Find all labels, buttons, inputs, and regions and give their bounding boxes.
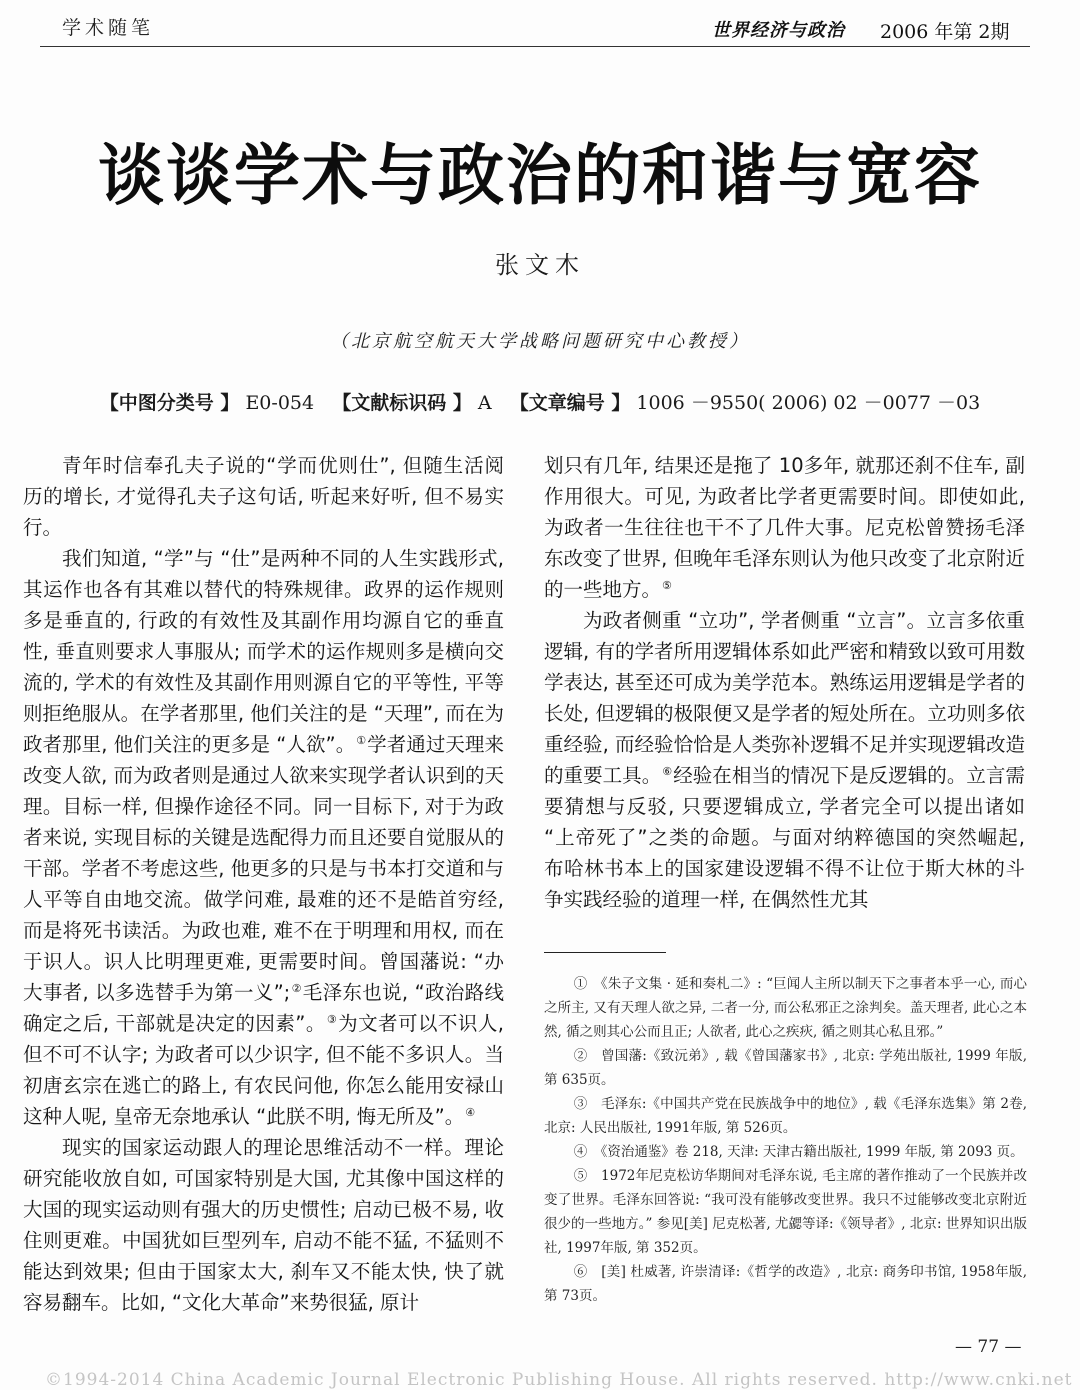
body-text: 毛泽东也说, “政治路线确定之后, 干部就是决定的因素”。 [23, 981, 504, 1035]
body-text: 为文者可以不识人, 但不可不认字; 为政者可以少识字, 但不能不多识人。当初唐玄宗在逃亡的路上, 有农民问他, 你怎么能用安禄山这种人呢, 皇帝无奈地承认 “此朕不明, 悔无所及”。 [23, 1012, 504, 1128]
section-label: 学术随笔 [62, 17, 155, 39]
issue-label: 2006 年第 2期 [880, 21, 1010, 43]
author-affiliation: （北京航空航天大学战略问题研究中心教授） [330, 331, 750, 352]
footnote: ① 《朱子文集 · 延和奏札二》: “巨闻人主所以制天下之事者本乎一心, 而心之所主, 又有天理人欲之异, 二者一分, 而公私邪正之涂判矣。盖天理者, 此心之本然, 循之则其心公而且正; 人欲者, 此心之疾疢, 循之则其心私且邪。” [544, 976, 1027, 1040]
clc-value: E0-054 [245, 392, 315, 414]
doc-code-label: 【文献标识码 】 [332, 392, 472, 414]
body-paragraph: 现实的国家运动跟人的理论思维活动不一样。理论研究能收放自如, 可国家特别是大国, 尤其像中国这样的大国的现实运动则有强大的历史惯性; 启动已极不易, 收住则更难。中国犹如巨型列车, 启动不能不猛, 不猛则不能达到效果; 但由于国家太大, 刹车又不能太快, 快了就容易翻车。比如, “文化大革命”来势很猛, 原计 [23, 1136, 504, 1314]
body-paragraph [23, 543, 504, 1132]
body-text: 我们知道, “学”与 “仕”是两种不同的人生实践形式, 其运作也各有其难以替代的特殊规律。政界的运作规则多是垂直的, 行政的有效性及其副作用均源自它的垂直性, 垂直则要求人事服从; 而学术的运作规则多是横向交流的, 学术的有效性及其副作用则源自它的平等性, 平等则拒绝服从。在学者那里, 他们关注的是 “天理”, 而在为政者那里, 他们关注的更多是 “人欲”。 [23, 547, 504, 756]
body-text: 划只有几年, 结果还是拖了 10多年, 就那还刹不住车, 副作用很大。可见, 为政者比学者更需要时间。即使如此, 为政者一生往往也干不了几件大事。尼克松曾赞扬毛泽东改变了世界, 但晚年毛泽东则认为他只改变了北京附近的一些地方。 [544, 454, 1025, 601]
footnotes [544, 972, 1027, 1308]
footnote-rule [544, 952, 666, 953]
footnote-ref[interactable]: ⑤ [662, 578, 672, 592]
footnote: ③ 毛泽东:《中国共产党在民族战争中的地位》, 载《毛泽东选集》第 2卷, 北京: 人民出版社, 1991年版, 第 526页。 [544, 1096, 1027, 1136]
copyright-watermark: ©1994-2014 China Academic Journal Electronic Publishing House. All rights reserved. http://www.cnki.net [45, 1370, 1073, 1390]
body-paragraph: 青年时信奉孔夫子说的“学而优则仕”, 但随生活阅历的增长, 才觉得孔夫子这句话, 听起来好听, 但不易实行。 [23, 454, 504, 539]
footnote-ref[interactable]: ① [356, 733, 367, 747]
body-column-left [23, 450, 504, 1318]
body-paragraph [544, 605, 1025, 915]
footnote: ④ 《资治通鉴》卷 218, 天津: 天津古籍出版社, 1999 年版, 第 2093 页。 [573, 1144, 1024, 1160]
footnote-ref[interactable]: ② [291, 981, 302, 995]
header-rule [40, 46, 1030, 47]
clc-label: 【中图分类号 】 [99, 392, 240, 414]
body-paragraph [544, 450, 1025, 605]
footnote-ref[interactable]: ④ [465, 1105, 476, 1119]
body-text: 学者通过天理来改变人欲, 而为政者则是通过人欲来实现学者认识到的天理。目标一样, 但操作途径不同。同一目标下, 对于为政者来说, 实现目标的关键是选配得力而且还要自觉服从的干部。学者不考虑这些, 他更多的只是与书本打交道和与人平等自由地交流。做学问难, 最难的还不是皓首穷经, 而是将死书读活。为政也难, 难不在于明理和用权, 而在于识人。识人比明理更难, 更需要时间。曾国藩说: “办大事者, 以多选替手为第一义”; [23, 733, 504, 1004]
article-no-label: 【文章编号 】 [509, 392, 631, 414]
author-name: 张文木 [495, 251, 585, 279]
footnote: ② 曾国藩:《致沅弟》, 载《曾国藩家书》, 北京: 学苑出版社, 1999 年版, 第 635页。 [544, 1048, 1027, 1088]
body-text: 为政者侧重 “立功”, 学者侧重 “立言”。立言多依重逻辑, 有的学者所用逻辑体系如此严密和精致以致可用数学表达, 甚至还可成为美学范本。熟练运用逻辑是学者的长处, 但逻辑的极限便又是学者的短处所在。立功则多依重经验, 而经验恰恰是人类弥补逻辑不足并实现逻辑改造的重要工具。 [544, 609, 1025, 787]
body-text: 经验在相当的情况下是反逻辑的。立言需要猜想与反驳, 只要逻辑成立, 学者完全可以提出诸如 “上帝死了”之类的命题。与面对纳粹德国的突然崛起, 布哈林书本上的国家建设逻辑不得不让位于斯大林的斗争实践经验的道理一样, 在偶然性尤其 [544, 764, 1025, 911]
doc-code-value: A [477, 392, 492, 414]
body-column-right [544, 450, 1025, 915]
journal-logo: 世界经济与政治 [712, 20, 845, 41]
page-number: — 77 — [955, 1337, 1022, 1357]
footnote: ⑥ [美] 杜威著, 许崇清译:《哲学的改造》, 北京: 商务印书馆, 1958年版, 第 73页。 [544, 1264, 1027, 1304]
footnote-ref[interactable]: ③ [326, 1012, 338, 1026]
article-title: 谈谈学术与政治的和谐与宽容 [98, 137, 982, 214]
footnote-ref[interactable]: ⑥ [662, 764, 673, 778]
article-no-value: 1006 －9550( 2006) 02 －0077 －03 [636, 392, 981, 414]
classification-line [0, 388, 1080, 415]
footnote: ⑤ 1972年尼克松访华期间对毛泽东说, 毛主席的著作推动了一个民族并改变了世界。毛泽东回答说: “我可没有能够改变世界。我只不过能够改变北京附近很少的一些地方。” 参见[美] 尼克松著, 尤勰等译:《领导者》, 北京: 世界知识出版社, 1997年版, 第 352页。 [544, 1168, 1027, 1256]
